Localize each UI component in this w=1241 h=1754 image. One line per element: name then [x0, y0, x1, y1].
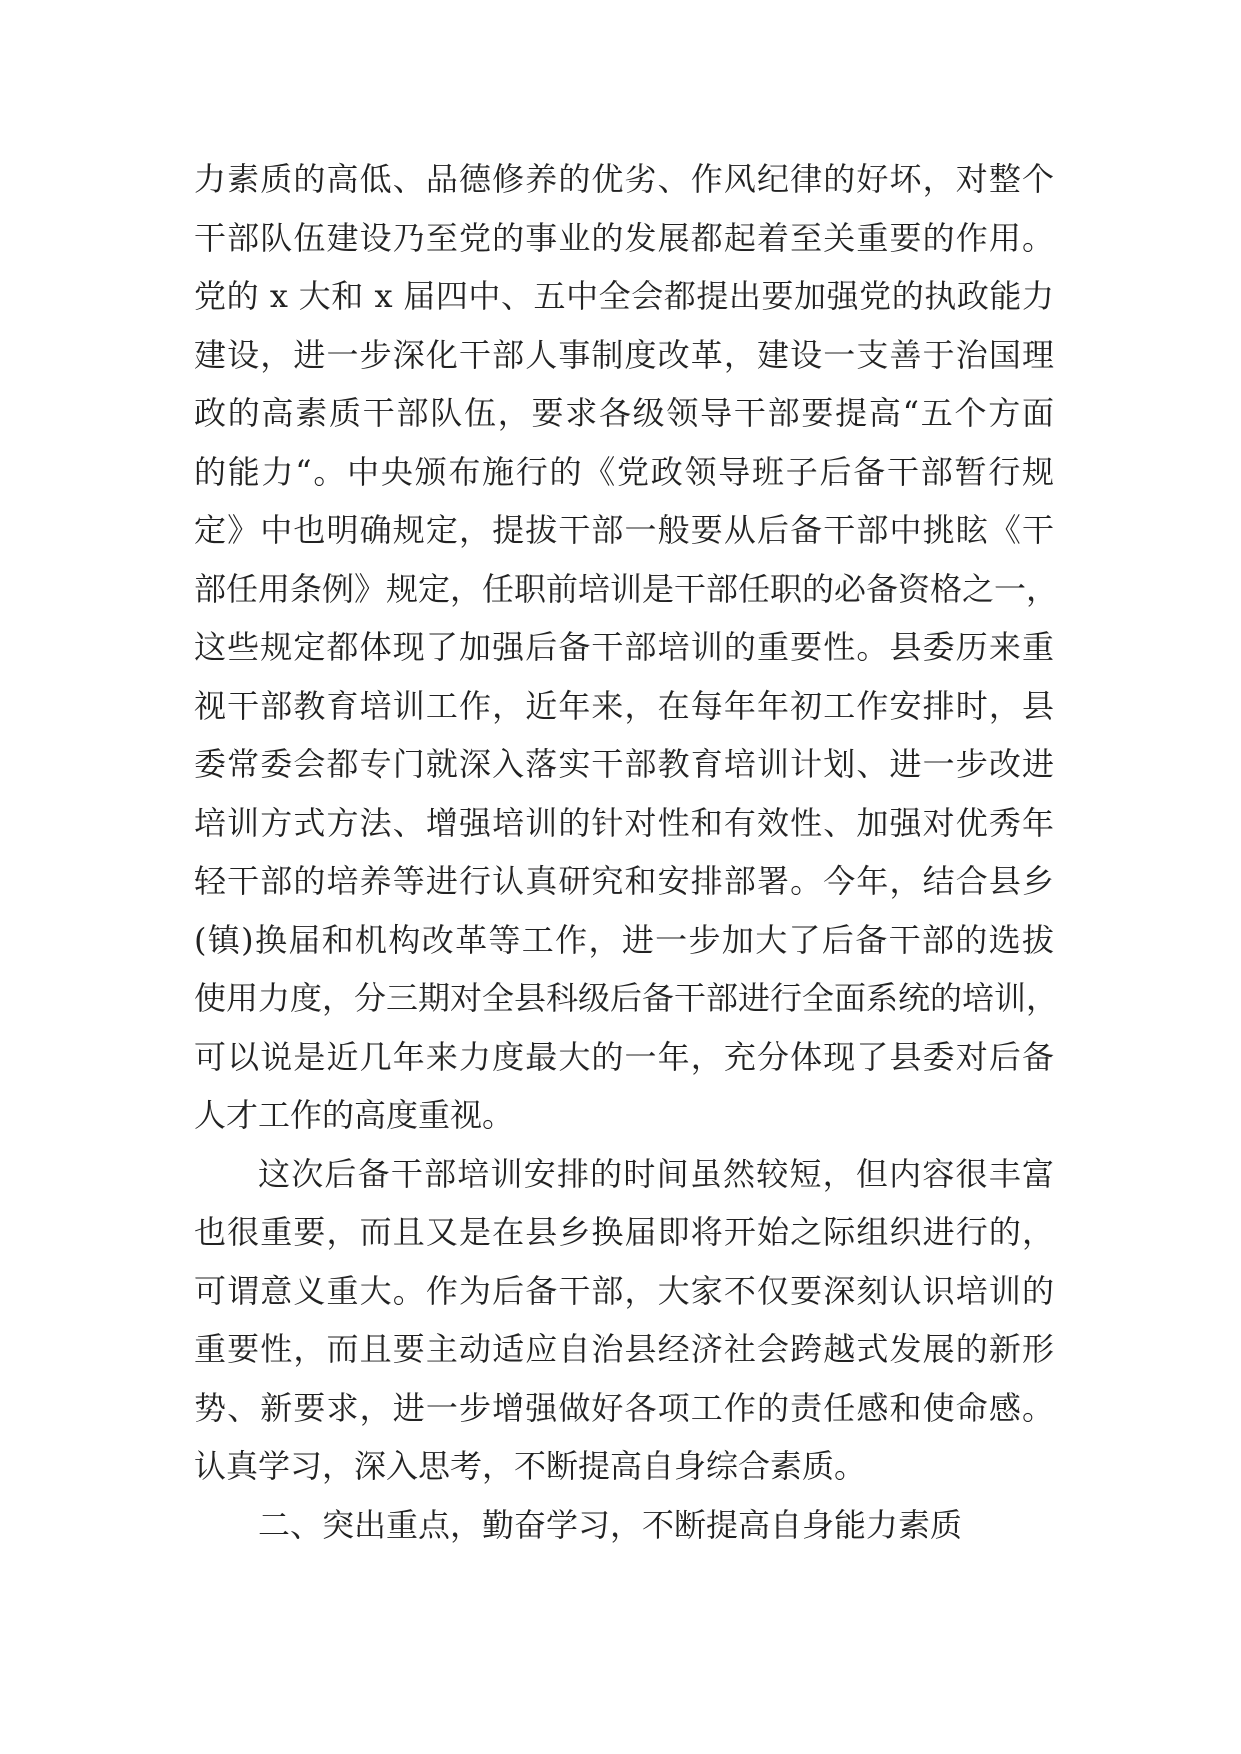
text-line: 党的 x 大和 x 届四中、五中全会都提出要加强党的执政能力 — [194, 277, 1054, 315]
text-line: 可谓意义重大。作为后备干部，大家不仅要深刻认识培训的 — [194, 1271, 1054, 1310]
text-line: 视干部教育培训工作，近年来，在每年年初工作安排时，县 — [194, 686, 1054, 725]
text-line: 也很重要，而且又是在县乡换届即将开始之际组织进行的， — [194, 1213, 1054, 1251]
text-line: 轻干部的培养等进行认真研究和安排部署。今年，结合县乡 — [194, 862, 1054, 900]
text-line: 力素质的高低、品德修养的优劣、作风纪律的好坏，对整个 — [194, 160, 1054, 198]
text-line: 培训方式方法、增强培训的针对性和有效性、加强对优秀年 — [194, 803, 1054, 842]
heading-line: 二、突出重点，勤奋学习，不断提高自身能力素质 — [258, 1505, 963, 1544]
text-line: 政的高素质干部队伍，要求各级领导干部要提高“五个方面 — [194, 394, 1054, 432]
text-line: 势、新要求，进一步增强做好各项工作的责任感和使命感。 — [194, 1388, 1054, 1427]
text-line: 定》中也明确规定，提拔干部一般要从后备干部中挑眩《干 — [194, 511, 1054, 549]
text-line: 的能力“。中央颁布施行的《党政领导班子后备干部暂行规 — [194, 452, 1054, 491]
text-line: (镇)换届和机构改革等工作，进一步加大了后备干部的选拔 — [194, 920, 1054, 959]
paragraph-1 — [194, 150, 1059, 1145]
text-line: 认真学习，深入思考，不断提高自身综合素质。 — [194, 1447, 867, 1485]
text-line: 使用力度，分三期对全县科级后备干部进行全面系统的培训， — [194, 979, 1059, 1017]
text-line: 委常委会都专门就深入落实干部教育培训计划、进一步改进 — [194, 745, 1054, 783]
text-line: 可以说是近几年来力度最大的一年，充分体现了县委对后备 — [194, 1037, 1054, 1076]
body-text — [194, 150, 1059, 1554]
text-line: 这些规定都体现了加强后备干部培训的重要性。县委历来重 — [194, 628, 1054, 666]
text-line: 部任用条例》规定，任职前培训是干部任职的必备资格之一， — [194, 569, 1059, 608]
section-heading — [194, 1496, 1054, 1555]
text-line: 建设，进一步深化干部人事制度改革，建设一支善于治国理 — [194, 335, 1054, 374]
text-line: 重要性，而且要主动适应自治县经济社会跨越式发展的新形 — [194, 1330, 1054, 1368]
text-line: 这次后备干部培训安排的时间虽然较短，但内容很丰富 — [258, 1154, 1054, 1193]
text-line: 人才工作的高度重视。 — [194, 1096, 515, 1134]
text-line: 干部队伍建设乃至党的事业的发展都起着至关重要的作用。 — [194, 218, 1054, 257]
paragraph-2 — [194, 1145, 1054, 1496]
